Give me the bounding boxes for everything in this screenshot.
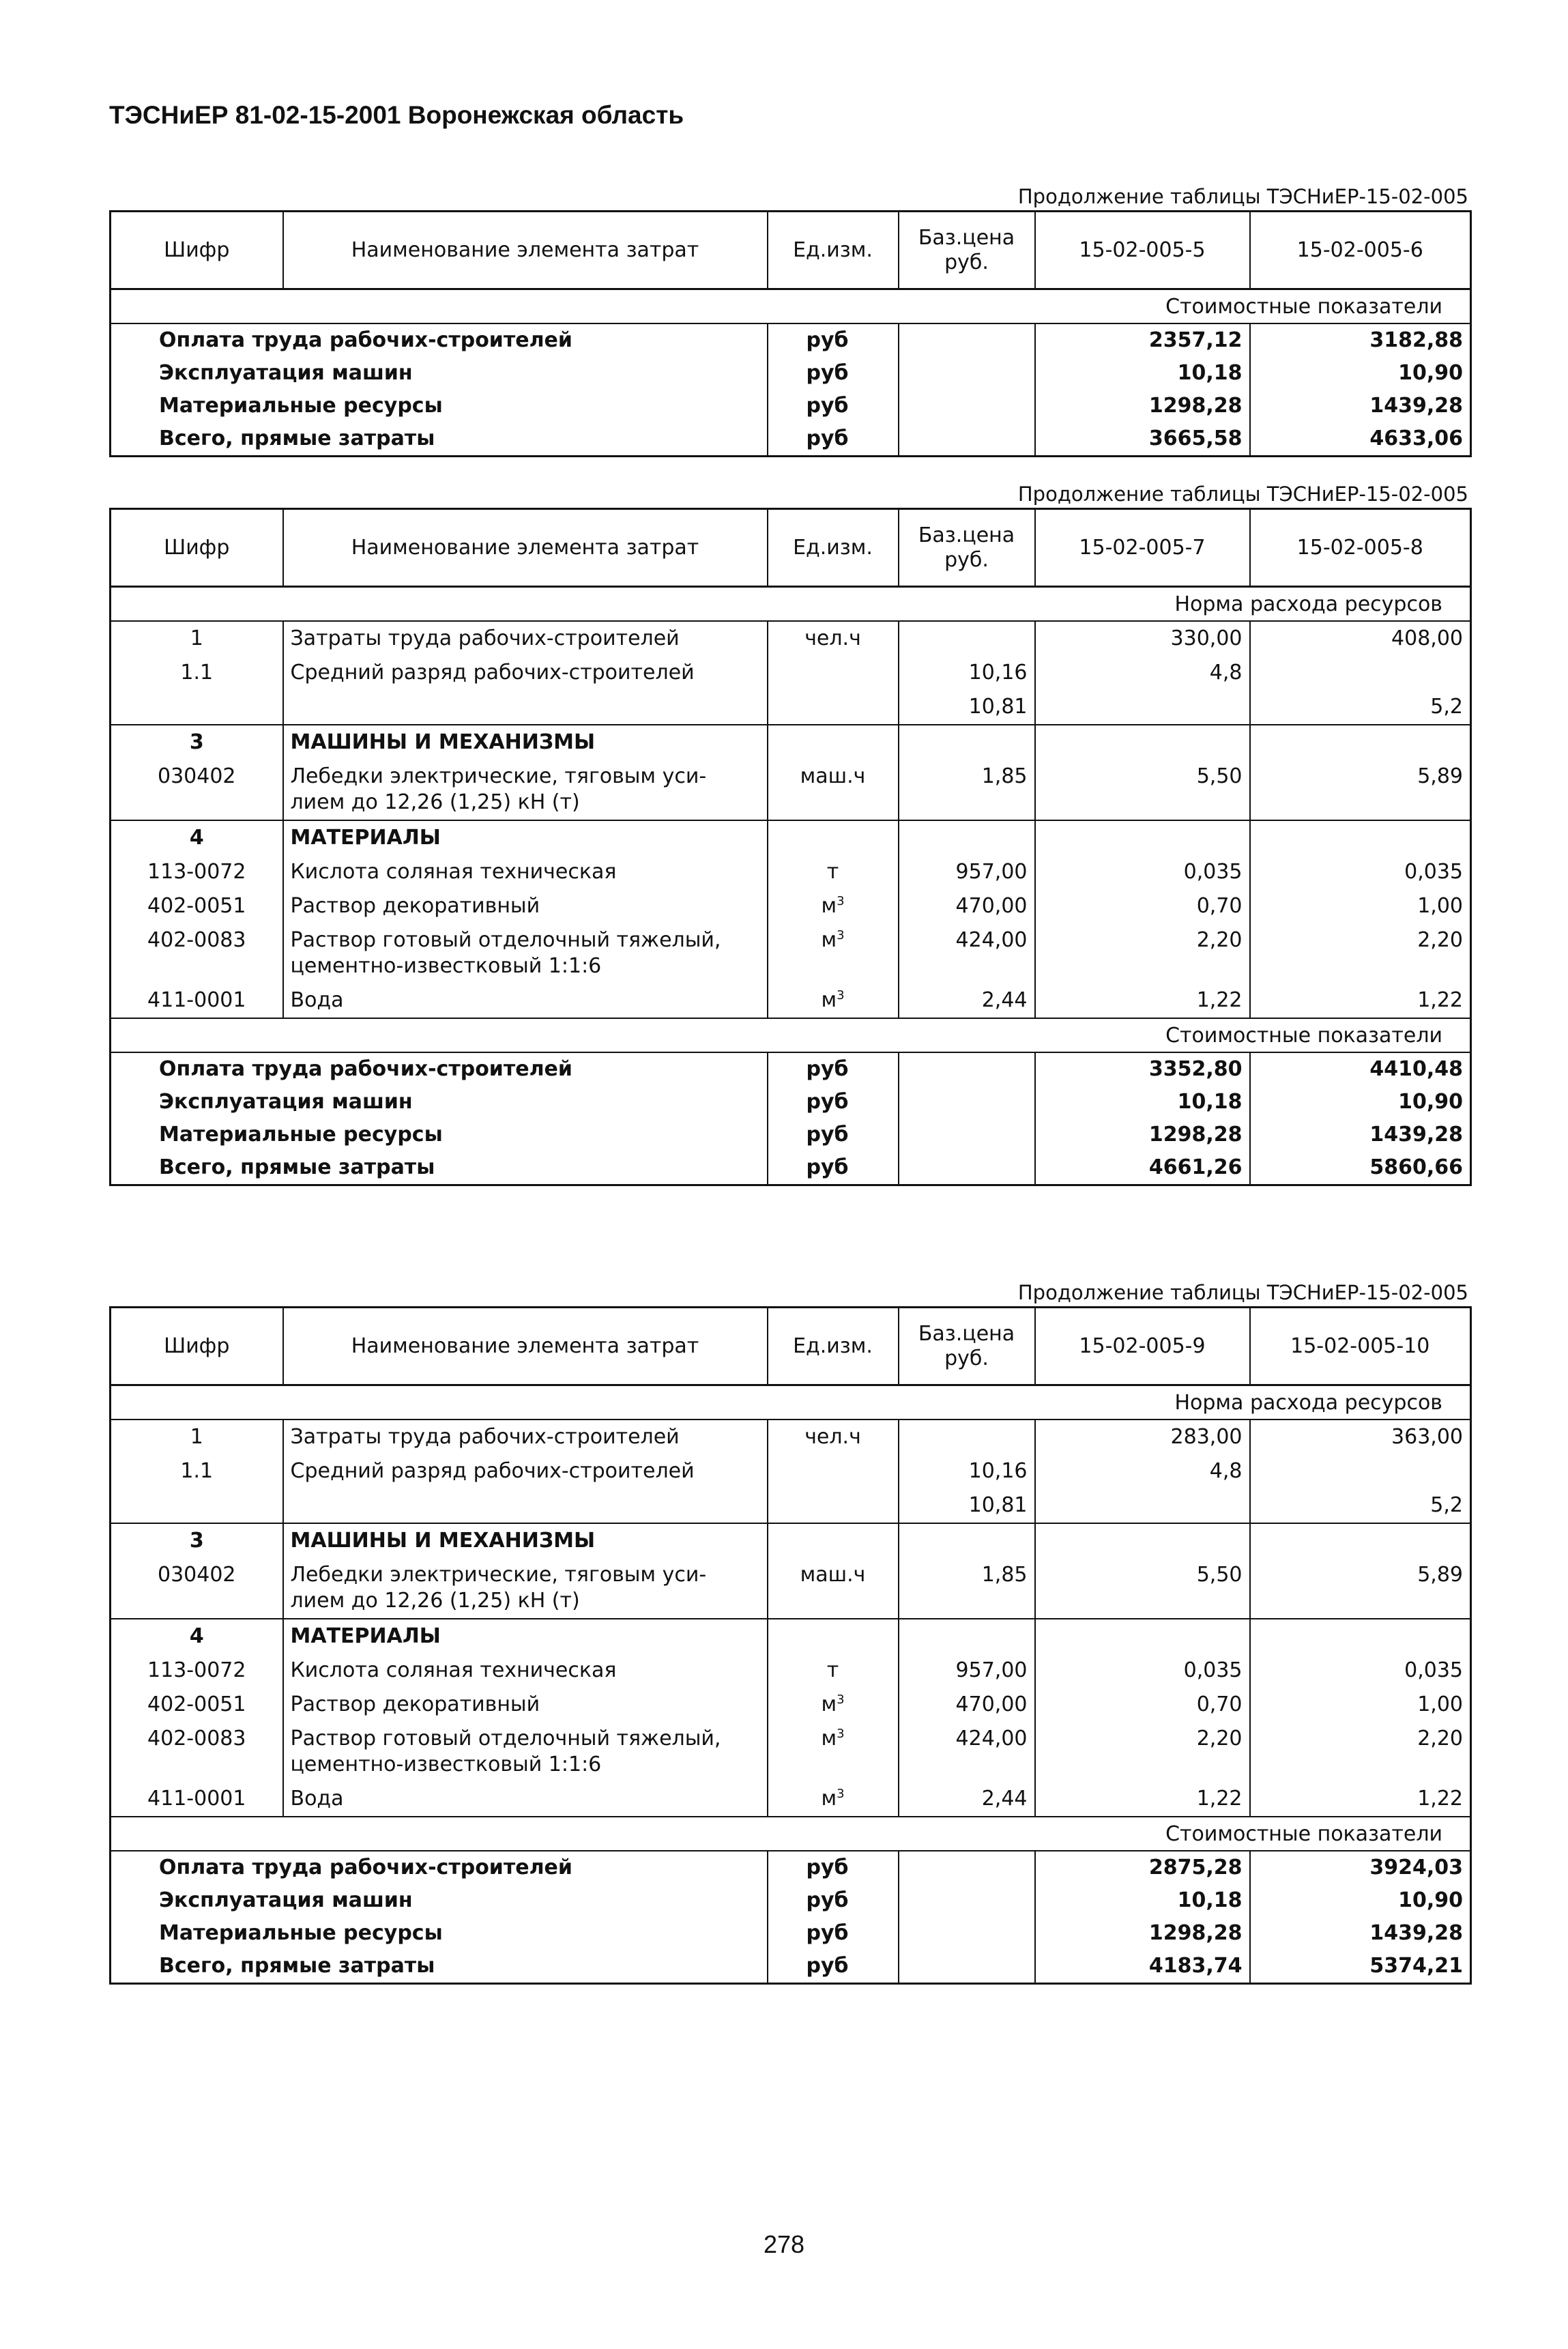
row-value-a: 4,8 bbox=[1035, 656, 1250, 690]
row-code: 3 bbox=[111, 725, 283, 760]
row-unit bbox=[768, 983, 899, 1018]
header-row bbox=[111, 1308, 1471, 1385]
row-price: 470,00 bbox=[899, 1688, 1035, 1722]
row-value-a: 5,50 bbox=[1035, 1558, 1250, 1619]
row-unit: т bbox=[768, 855, 899, 889]
row-value-b: 5,2 bbox=[1250, 690, 1471, 725]
table-row bbox=[111, 855, 1471, 889]
sum-price bbox=[899, 357, 1035, 390]
sum-row-materials bbox=[111, 390, 1471, 422]
row-value-b bbox=[1250, 820, 1471, 855]
row-price: 470,00 bbox=[899, 889, 1035, 923]
table-row bbox=[111, 923, 1471, 983]
row-code: 402-0083 bbox=[147, 927, 246, 952]
row-value-a bbox=[1035, 1488, 1250, 1523]
header-price bbox=[899, 509, 1035, 587]
sum-unit: руб bbox=[768, 1151, 899, 1185]
header-code: Шифр bbox=[111, 1308, 283, 1385]
row-code: 4 bbox=[111, 820, 283, 855]
row-value-b bbox=[1250, 1619, 1471, 1654]
row-unit: маш.ч bbox=[768, 760, 899, 820]
sum-label: Материальные ресурсы bbox=[159, 1122, 443, 1147]
row-value-a bbox=[1035, 690, 1250, 725]
row-price: 957,00 bbox=[899, 1654, 1035, 1688]
header-price bbox=[899, 1308, 1035, 1385]
row-code: 030402 bbox=[157, 764, 236, 788]
row-code: 1.1 bbox=[180, 1458, 214, 1483]
row-value-a bbox=[1035, 725, 1250, 760]
header-code: Шифр bbox=[111, 509, 283, 587]
row-value-a: 2,20 bbox=[1035, 923, 1250, 983]
row-price bbox=[899, 1619, 1035, 1654]
table-row bbox=[111, 1420, 1471, 1454]
sum-price bbox=[899, 1151, 1035, 1185]
sum-label: Эксплуатация машин bbox=[159, 1888, 413, 1912]
table-row bbox=[111, 725, 1471, 760]
sum-label: Оплата труда рабочих-строителей bbox=[159, 328, 572, 352]
sum-unit: руб bbox=[768, 422, 899, 457]
sum-price bbox=[899, 1884, 1035, 1917]
row-name-line1: Лебедки электрические, тяговым уси- bbox=[290, 764, 707, 788]
row-code bbox=[111, 690, 283, 725]
header-price-line1: Баз.цена bbox=[918, 225, 1015, 250]
row-value-a: 0,70 bbox=[1035, 1688, 1250, 1722]
row-unit bbox=[768, 1688, 899, 1722]
sum-value-b: 4410,48 bbox=[1250, 1052, 1471, 1086]
row-value-a: 2,20 bbox=[1035, 1722, 1250, 1782]
row-value-a: 0,70 bbox=[1035, 889, 1250, 923]
header-row bbox=[111, 509, 1471, 587]
sum-row-materials bbox=[111, 1119, 1471, 1151]
row-price: 2,44 bbox=[899, 983, 1035, 1018]
sum-row-total bbox=[111, 422, 1471, 457]
row-unit bbox=[768, 820, 899, 855]
header-unit: Ед.изм. bbox=[768, 212, 899, 289]
row-value-a: 330,00 bbox=[1035, 621, 1250, 656]
row-value-b: 5,89 bbox=[1250, 760, 1471, 820]
sum-value-b: 1439,28 bbox=[1250, 390, 1471, 422]
row-code: 1 bbox=[190, 1424, 203, 1449]
row-unit-exponent: 3 bbox=[837, 1726, 845, 1741]
header-code: Шифр bbox=[111, 212, 283, 289]
table-row bbox=[111, 760, 1471, 820]
sum-price bbox=[899, 1052, 1035, 1086]
row-value-b: 408,00 bbox=[1250, 621, 1471, 656]
group-bar bbox=[111, 1385, 1471, 1420]
cost-table bbox=[109, 210, 1472, 457]
row-price: 10,16 bbox=[899, 1454, 1035, 1488]
row-price bbox=[899, 1420, 1035, 1454]
resource-table bbox=[109, 1306, 1472, 1985]
row-price: 1,85 bbox=[899, 1558, 1035, 1619]
header-col-b: 15-02-005-8 bbox=[1250, 509, 1471, 587]
table-row bbox=[111, 1454, 1471, 1488]
sum-label: Всего, прямые затраты bbox=[111, 1151, 768, 1185]
row-name: Кислота соляная техническая bbox=[283, 855, 768, 889]
row-name: Затраты труда рабочих-строителей bbox=[283, 1420, 768, 1454]
sum-price bbox=[899, 422, 1035, 457]
sum-value-a: 10,18 bbox=[1035, 1884, 1250, 1917]
sum-value-a: 2875,28 bbox=[1035, 1851, 1250, 1884]
row-value-b: 2,20 bbox=[1250, 923, 1471, 983]
header-col-b: 15-02-005-10 bbox=[1250, 1308, 1471, 1385]
sum-value-b: 5860,66 bbox=[1250, 1151, 1471, 1185]
row-price bbox=[899, 621, 1035, 656]
row-price bbox=[899, 725, 1035, 760]
row-unit bbox=[768, 889, 899, 923]
continuation-caption: Продолжение таблицы ТЭСНиЕР-15-02-005 bbox=[1017, 1281, 1468, 1304]
row-name-line1: Раствор готовый отделочный тяжелый, bbox=[290, 927, 721, 952]
row-name: Раствор декоративный bbox=[283, 889, 768, 923]
cost-indicators-label: Стоимостные показатели bbox=[111, 1817, 1471, 1851]
sum-unit: руб bbox=[768, 323, 899, 357]
row-unit-text: м bbox=[821, 1786, 837, 1811]
sum-row-labor bbox=[111, 1052, 1471, 1086]
sum-price bbox=[899, 1119, 1035, 1151]
table-row bbox=[111, 1488, 1471, 1523]
sum-label: Материальные ресурсы bbox=[159, 393, 443, 418]
sum-label: Оплата труда рабочих-строителей bbox=[159, 1855, 572, 1879]
table-section-1 bbox=[109, 183, 1470, 457]
table-row bbox=[111, 690, 1471, 725]
row-value-b bbox=[1250, 1523, 1471, 1558]
header-price bbox=[899, 212, 1035, 289]
row-value-b: 1,22 bbox=[1250, 983, 1471, 1018]
sum-label: Материальные ресурсы bbox=[159, 1920, 443, 1945]
header-col-a: 15-02-005-9 bbox=[1035, 1308, 1250, 1385]
row-price bbox=[899, 1523, 1035, 1558]
row-code: 4 bbox=[111, 1619, 283, 1654]
table-row bbox=[111, 1654, 1471, 1688]
sum-value-a: 1298,28 bbox=[1035, 390, 1250, 422]
row-code: 113-0072 bbox=[147, 859, 246, 884]
row-name: Кислота соляная техническая bbox=[283, 1654, 768, 1688]
row-code bbox=[111, 1488, 283, 1523]
row-value-a: 0,035 bbox=[1035, 1654, 1250, 1688]
sum-row-materials bbox=[111, 1917, 1471, 1950]
row-code: 402-0051 bbox=[147, 1692, 246, 1716]
sum-value-b: 10,90 bbox=[1250, 357, 1471, 390]
page-title: ТЭСНиЕР 81-02-15-2001 Воронежская область bbox=[109, 101, 684, 129]
table-row bbox=[111, 621, 1471, 656]
row-unit-text: м bbox=[821, 1692, 837, 1716]
row-name bbox=[283, 1558, 768, 1619]
header-name: Наименование элемента затрат bbox=[283, 509, 768, 587]
sum-value-b: 10,90 bbox=[1250, 1086, 1471, 1119]
row-name-line1: Лебедки электрические, тяговым уси- bbox=[290, 1562, 707, 1587]
row-value-a: 5,50 bbox=[1035, 760, 1250, 820]
sum-unit: руб bbox=[768, 1119, 899, 1151]
row-price: 957,00 bbox=[899, 855, 1035, 889]
row-name: Вода bbox=[283, 983, 768, 1018]
row-name-line2: лием до 12,26 (1,25) кН (т) bbox=[290, 790, 580, 814]
cost-indicators-label: Стоимостные показатели bbox=[111, 289, 1471, 323]
row-unit-text: м bbox=[821, 927, 837, 952]
sum-value-b: 4633,06 bbox=[1250, 422, 1471, 457]
row-unit bbox=[768, 1782, 899, 1817]
sum-label: Всего, прямые затраты bbox=[111, 1950, 768, 1984]
header-name: Наименование элемента затрат bbox=[283, 212, 768, 289]
table-row bbox=[111, 1558, 1471, 1619]
row-price: 424,00 bbox=[899, 1722, 1035, 1782]
table-row bbox=[111, 820, 1471, 855]
row-name-line2: лием до 12,26 (1,25) кН (т) bbox=[290, 1588, 580, 1613]
header-price-line2: руб. bbox=[944, 547, 989, 572]
sum-unit: руб bbox=[768, 357, 899, 390]
sum-value-b: 1439,28 bbox=[1250, 1119, 1471, 1151]
row-unit bbox=[768, 1722, 899, 1782]
sum-row-machines bbox=[111, 1884, 1471, 1917]
sum-row-labor bbox=[111, 1851, 1471, 1884]
sum-value-a: 3665,58 bbox=[1035, 422, 1250, 457]
sum-value-b: 3924,03 bbox=[1250, 1851, 1471, 1884]
row-code: 411-0001 bbox=[147, 988, 246, 1012]
table-row bbox=[111, 1782, 1471, 1817]
resource-table bbox=[109, 508, 1472, 1186]
row-value-b bbox=[1250, 725, 1471, 760]
row-unit: чел.ч bbox=[768, 1420, 899, 1454]
cost-indicators-label: Стоимостные показатели bbox=[111, 1018, 1471, 1052]
sum-value-a: 2357,12 bbox=[1035, 323, 1250, 357]
row-value-b: 363,00 bbox=[1250, 1420, 1471, 1454]
table-row bbox=[111, 889, 1471, 923]
row-unit bbox=[768, 1619, 899, 1654]
row-name: МАТЕРИАЛЫ bbox=[283, 1619, 768, 1654]
row-name-line1: Раствор готовый отделочный тяжелый, bbox=[290, 1726, 721, 1750]
sum-value-a: 1298,28 bbox=[1035, 1917, 1250, 1950]
resource-norm-label: Норма расхода ресурсов bbox=[111, 587, 1471, 621]
row-code: 030402 bbox=[157, 1562, 236, 1587]
resource-norm-label: Норма расхода ресурсов bbox=[111, 1385, 1471, 1420]
row-code: 3 bbox=[111, 1523, 283, 1558]
row-name-line2: цементно-известковый 1:1:6 bbox=[290, 1752, 602, 1776]
sum-unit: руб bbox=[768, 1884, 899, 1917]
table-section-3 bbox=[109, 1279, 1470, 1985]
header-col-b: 15-02-005-6 bbox=[1250, 212, 1471, 289]
sum-value-a: 10,18 bbox=[1035, 357, 1250, 390]
row-name: Средний разряд рабочих-строителей bbox=[283, 656, 768, 690]
row-unit-exponent: 3 bbox=[837, 1786, 845, 1801]
row-price: 10,16 bbox=[899, 656, 1035, 690]
sum-price bbox=[899, 1086, 1035, 1119]
header-price-line2: руб. bbox=[944, 1346, 989, 1370]
sum-price bbox=[899, 323, 1035, 357]
row-name: Раствор декоративный bbox=[283, 1688, 768, 1722]
row-code: 411-0001 bbox=[147, 1786, 246, 1811]
sum-price bbox=[899, 1950, 1035, 1984]
row-value-a: 1,22 bbox=[1035, 1782, 1250, 1817]
row-name-line2: цементно-известковый 1:1:6 bbox=[290, 953, 602, 978]
table-row bbox=[111, 983, 1471, 1018]
row-price bbox=[899, 820, 1035, 855]
row-unit-exponent: 3 bbox=[837, 893, 845, 908]
row-price: 10,81 bbox=[899, 1488, 1035, 1523]
sum-unit: руб bbox=[768, 1052, 899, 1086]
sum-value-a: 4661,26 bbox=[1035, 1151, 1250, 1185]
sum-value-a: 10,18 bbox=[1035, 1086, 1250, 1119]
row-code: 402-0083 bbox=[147, 1726, 246, 1750]
row-unit: т bbox=[768, 1654, 899, 1688]
row-name: Вода bbox=[283, 1782, 768, 1817]
group-bar bbox=[111, 1018, 1471, 1052]
row-value-a: 1,22 bbox=[1035, 983, 1250, 1018]
sum-unit: руб bbox=[768, 1950, 899, 1984]
row-price: 10,81 bbox=[899, 690, 1035, 725]
row-value-b bbox=[1250, 1454, 1471, 1488]
table-row bbox=[111, 1722, 1471, 1782]
sum-row-labor bbox=[111, 323, 1471, 357]
group-bar bbox=[111, 1817, 1471, 1851]
row-code: 113-0072 bbox=[147, 1658, 246, 1682]
sum-unit: руб bbox=[768, 1086, 899, 1119]
header-col-a: 15-02-005-5 bbox=[1035, 212, 1250, 289]
row-name: МАШИНЫ И МЕХАНИЗМЫ bbox=[283, 725, 768, 760]
sum-unit: руб bbox=[768, 1917, 899, 1950]
row-name bbox=[283, 690, 768, 725]
sum-unit: руб bbox=[768, 390, 899, 422]
header-unit: Ед.изм. bbox=[768, 1308, 899, 1385]
row-value-a: 0,035 bbox=[1035, 855, 1250, 889]
row-unit-exponent: 3 bbox=[837, 927, 845, 942]
row-value-b: 2,20 bbox=[1250, 1722, 1471, 1782]
row-price: 424,00 bbox=[899, 923, 1035, 983]
row-value-a: 4,8 bbox=[1035, 1454, 1250, 1488]
sum-price bbox=[899, 1917, 1035, 1950]
sum-value-b: 1439,28 bbox=[1250, 1917, 1471, 1950]
row-name bbox=[283, 923, 768, 983]
sum-row-total bbox=[111, 1151, 1471, 1185]
row-price: 2,44 bbox=[899, 1782, 1035, 1817]
sum-value-b: 10,90 bbox=[1250, 1884, 1471, 1917]
row-unit bbox=[768, 923, 899, 983]
sum-value-a: 4183,74 bbox=[1035, 1950, 1250, 1984]
header-name: Наименование элемента затрат bbox=[283, 1308, 768, 1385]
row-code: 1.1 bbox=[180, 660, 214, 684]
table-row bbox=[111, 1619, 1471, 1654]
header-unit: Ед.изм. bbox=[768, 509, 899, 587]
row-name: Затраты труда рабочих-строителей bbox=[283, 621, 768, 656]
sum-label: Эксплуатация машин bbox=[159, 360, 413, 385]
header-price-line2: руб. bbox=[944, 250, 989, 274]
row-value-a bbox=[1035, 820, 1250, 855]
row-name bbox=[283, 1488, 768, 1523]
sum-label: Всего, прямые затраты bbox=[111, 422, 768, 457]
group-bar bbox=[111, 587, 1471, 621]
row-value-b: 5,2 bbox=[1250, 1488, 1471, 1523]
sum-price bbox=[899, 390, 1035, 422]
row-name: МАТЕРИАЛЫ bbox=[283, 820, 768, 855]
header-row bbox=[111, 212, 1471, 289]
row-value-b: 0,035 bbox=[1250, 1654, 1471, 1688]
row-name bbox=[283, 760, 768, 820]
row-code: 1 bbox=[190, 626, 203, 650]
sum-row-machines bbox=[111, 1086, 1471, 1119]
row-value-b: 1,22 bbox=[1250, 1782, 1471, 1817]
sum-value-a: 3352,80 bbox=[1035, 1052, 1250, 1086]
table-row bbox=[111, 656, 1471, 690]
row-unit-exponent: 3 bbox=[837, 988, 845, 1003]
continuation-caption: Продолжение таблицы ТЭСНиЕР-15-02-005 bbox=[1017, 185, 1468, 208]
row-name bbox=[283, 1722, 768, 1782]
row-value-a: 283,00 bbox=[1035, 1420, 1250, 1454]
row-value-b: 1,00 bbox=[1250, 1688, 1471, 1722]
sum-value-b: 3182,88 bbox=[1250, 323, 1471, 357]
row-price: 1,85 bbox=[899, 760, 1035, 820]
row-unit-text: м bbox=[821, 1726, 837, 1750]
sum-row-machines bbox=[111, 357, 1471, 390]
page-number: 278 bbox=[763, 2230, 805, 2258]
row-unit: маш.ч bbox=[768, 1558, 899, 1619]
row-name: Средний разряд рабочих-строителей bbox=[283, 1454, 768, 1488]
row-unit bbox=[768, 1454, 899, 1488]
row-name: МАШИНЫ И МЕХАНИЗМЫ bbox=[283, 1523, 768, 1558]
table-row bbox=[111, 1523, 1471, 1558]
row-unit bbox=[768, 1488, 899, 1523]
row-value-a bbox=[1035, 1523, 1250, 1558]
row-unit: чел.ч bbox=[768, 621, 899, 656]
sum-value-b: 5374,21 bbox=[1250, 1950, 1471, 1984]
row-value-a bbox=[1035, 1619, 1250, 1654]
row-value-b: 5,89 bbox=[1250, 1558, 1471, 1619]
sum-row-total bbox=[111, 1950, 1471, 1984]
row-value-b bbox=[1250, 656, 1471, 690]
sum-label: Оплата труда рабочих-строителей bbox=[159, 1056, 572, 1081]
row-unit-text: м bbox=[821, 988, 837, 1012]
header-price-line1: Баз.цена bbox=[918, 1321, 1015, 1346]
row-unit bbox=[768, 656, 899, 690]
row-value-b: 1,00 bbox=[1250, 889, 1471, 923]
group-bar bbox=[111, 289, 1471, 323]
header-col-a: 15-02-005-7 bbox=[1035, 509, 1250, 587]
header-price-line1: Баз.цена bbox=[918, 523, 1015, 547]
row-unit bbox=[768, 725, 899, 760]
row-unit-text: м bbox=[821, 893, 837, 918]
row-unit-exponent: 3 bbox=[837, 1692, 845, 1707]
continuation-caption: Продолжение таблицы ТЭСНиЕР-15-02-005 bbox=[1017, 482, 1468, 506]
table-section-2 bbox=[109, 480, 1470, 1186]
table-row bbox=[111, 1688, 1471, 1722]
sum-label: Эксплуатация машин bbox=[159, 1089, 413, 1114]
sum-value-a: 1298,28 bbox=[1035, 1119, 1250, 1151]
sum-price bbox=[899, 1851, 1035, 1884]
row-unit bbox=[768, 1523, 899, 1558]
row-code: 402-0051 bbox=[147, 893, 246, 918]
row-value-b: 0,035 bbox=[1250, 855, 1471, 889]
sum-unit: руб bbox=[768, 1851, 899, 1884]
row-unit bbox=[768, 690, 899, 725]
